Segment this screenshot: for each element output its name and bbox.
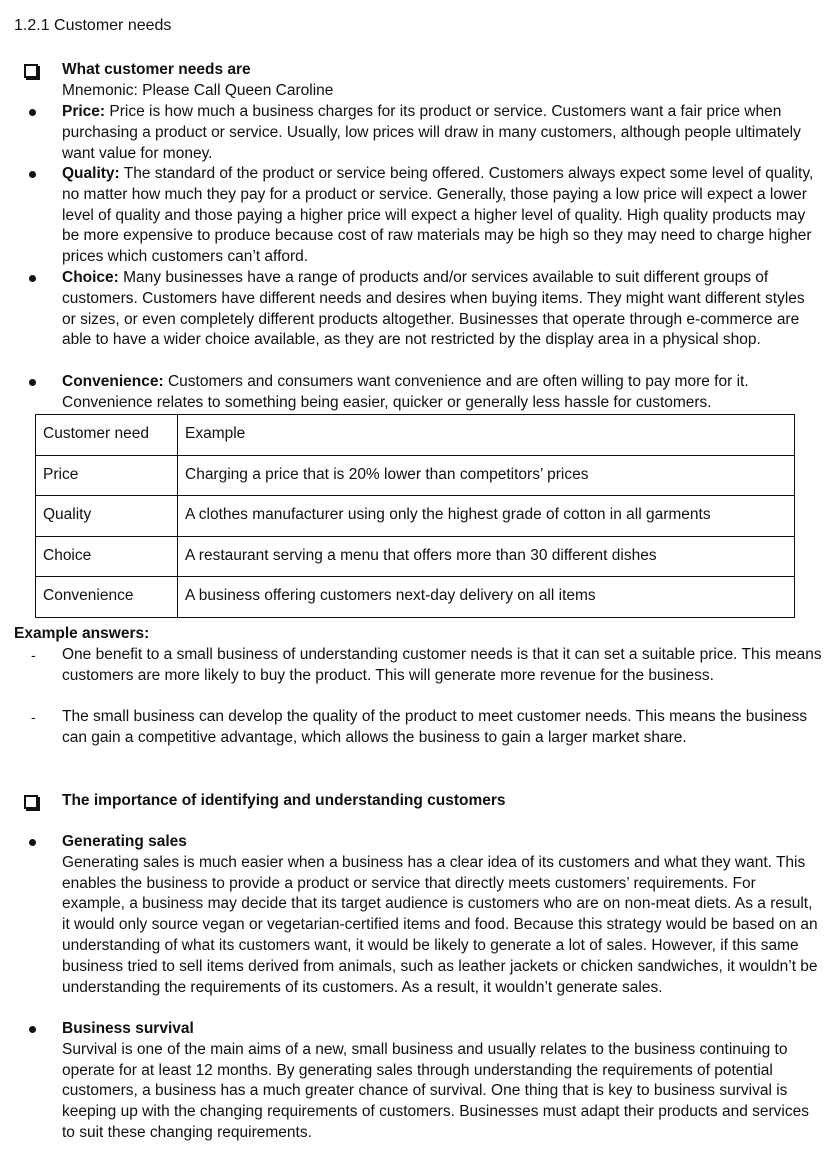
need-item-choice [62,268,822,351]
need-label: Convenience: [62,373,164,390]
table-cell-need: Convenience [36,577,178,618]
table-cell-need: Price [36,455,178,496]
importance-item-sales [62,832,822,998]
bullet-icon [29,839,36,846]
bullet-icon [29,109,36,116]
need-label: Choice: [62,269,119,286]
importance-item-title: Business survival [62,1020,194,1037]
mnemonic-line: Mnemonic: Please Call Queen Caroline [62,82,334,99]
need-text: The standard of the product or service being offered. Customers always expect some level of quality, no matter how much they pay for a product or service. Generally, those paying a low price will expect a lower level of quality and those paying a higher price will expect a higher level of quality. High quality products may be more expensive to produce because cost of raw materials may be high so they may need to charge higher prices which customers can’t afford. [62,165,814,266]
table-header-cell: Example [178,415,795,456]
checkbox-icon [24,64,38,78]
need-label: Quality: [62,165,120,182]
bullet-icon [29,1026,36,1033]
example-answers-label: Example answers: [14,625,150,642]
importance-item-text: Generating sales is much easier when a business has a clear idea of its customers and what they want. This enables the business to provide a product or service that directly meets customers’ requirements. For example, a business may decide that its target audience is customers who are on non-meat diets. As a result, it would only source vegan or vegetarian-certified items and food. Because this strategy would be based on an understanding of what its customers want, it would be likely to generate a lot of sales. However, if this same business tried to sell items derived from animals, such as leather jackets or chicken sandwiches, it wouldn’t be understanding the requirements of its customers. As a result, it wouldn’t generate sales. [62,853,818,996]
table-cell-need: Choice [36,536,178,577]
section-heading: 1.2.1 Customer needs [14,17,172,34]
checkbox-icon [24,795,38,809]
importance-item-title: Generating sales [62,833,187,850]
dash-icon: - [31,647,36,663]
table-cell-example: A restaurant serving a menu that offers more than 30 different dishes [178,536,795,577]
need-item-price [62,102,822,164]
table-cell-example: Charging a price that is 20% lower than competitors’ prices [178,455,795,496]
example-answer-item: One benefit to a small business of understanding customer needs is that it can set a suitable price. This means customers are more likely to buy the product. This will generate more revenue for the business. [62,646,822,684]
need-text: Price is how much a business charges for its product or service. Customers want a fair price when purchasing a product or service. Usually, low prices will draw in many customers, although people ultimately want value for money. [62,103,801,162]
example-answer-item: The small business can develop the quality of the product to meet customer needs. This means the business can gain a competitive advantage, which allows the business to gain a larger market share. [62,708,807,746]
table-cell-need: Quality [36,496,178,537]
bullet-icon [29,379,36,386]
bullet-icon [29,275,36,282]
importance-item-survival [62,1019,822,1144]
need-item-quality [62,164,822,268]
customer-needs-table [35,414,795,618]
table-cell-example: A clothes manufacturer using only the highest grade of cotton in all garments [178,496,795,537]
table-row [36,577,795,618]
importance-item-text: Survival is one of the main aims of a new, small business and usually relates to the business continuing to operate for at least 12 months. By generating sales through understanding the requirements of potential customers, a business has a much greater chance of survival. One thing that is key to business survival is keeping up with the changing requirements of customers. Businesses must adapt their products and services to suit these changing requirements. [62,1040,809,1141]
bullet-icon [29,171,36,178]
importance-title: The importance of identifying and understanding customers [62,792,506,809]
need-item-convenience [62,372,822,414]
dash-icon: - [31,709,36,725]
need-text: Many businesses have a range of products and/or services available to suit different groups of customers. Customers have different needs and desires when buying items. They might want different styles or sizes, or even completely different products altogether. Businesses that operate through e-commerce are able to have a wider choice available, as they are not restricted by the display area in a physical shop. [62,269,805,349]
what-needs-title: What customer needs are [62,61,251,78]
table-header-cell: Customer need [36,415,178,456]
table-cell-example: A business offering customers next-day delivery on all items [178,577,795,618]
table-row [36,536,795,577]
table-header-row [36,415,795,456]
need-label: Price: [62,103,106,120]
table-row [36,496,795,537]
table-row [36,455,795,496]
need-text: Customers and consumers want convenience and are often willing to pay more for it. Convenience relates to something being easier, quicker or generally less hassle for customers. [62,373,749,411]
